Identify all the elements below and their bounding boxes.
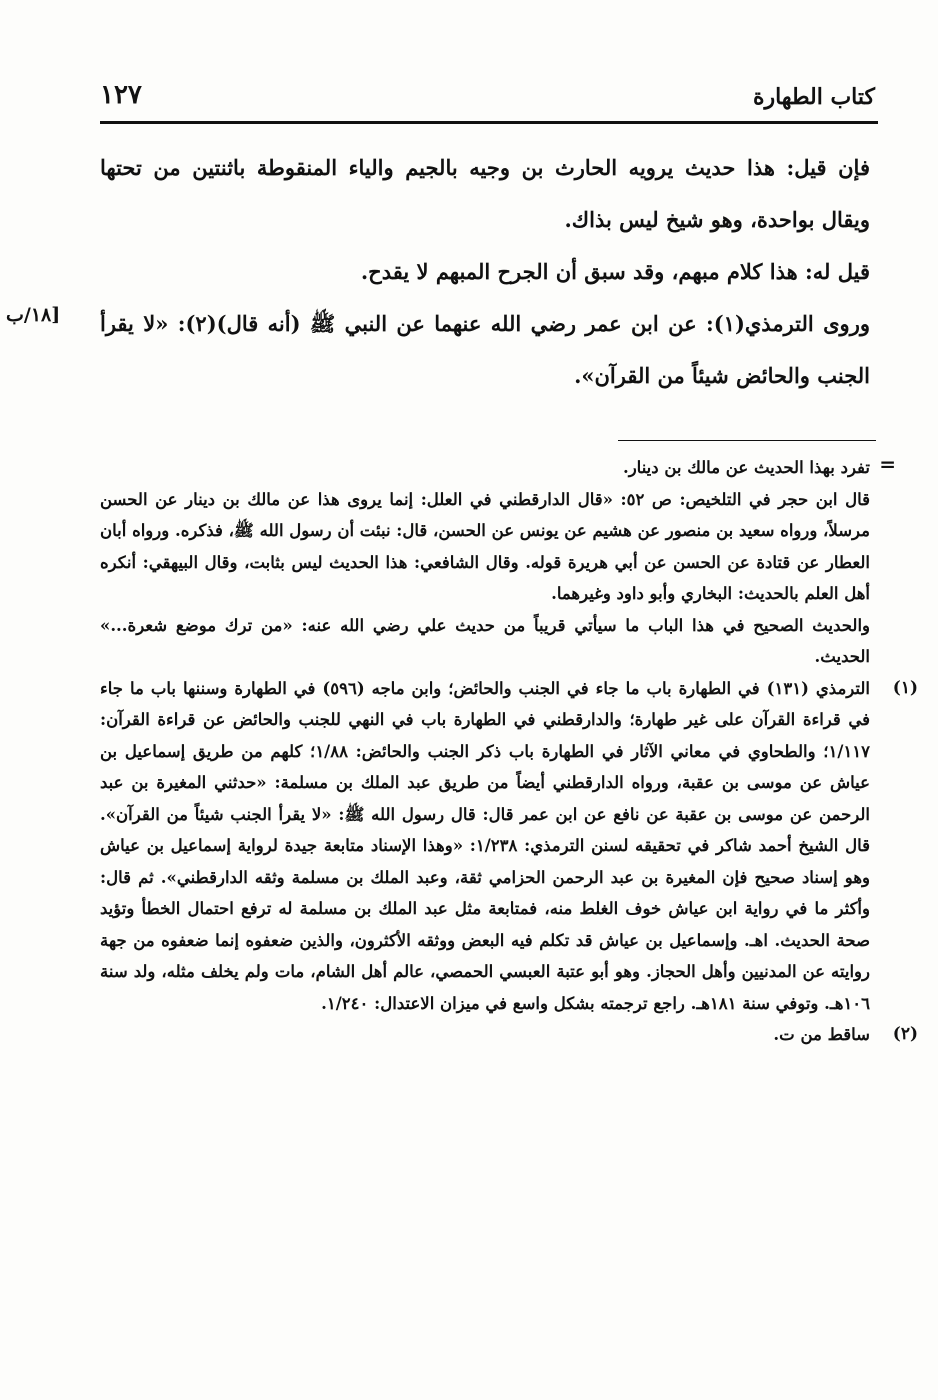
- footnote-1-text: الترمذي (١٣١) في الطهارة باب ما جاء في الجنب والحائض؛ وابن ماجه (٥٩٦) في الطهارة وسننها باب ما جاء في قراءة القرآن على غير طهارة؛ والدارقطني في الطهارة باب في النهي للجنب والحائض عن قراءة القرآن: ١/١١٧؛ والطحاوي في معاني الآثار في الطهارة باب ذكر الجنب والحائض: ١/٨٨؛ كلهم من طريق إسماعيل بن عياش عن موسى بن عقبة، ورواه الدارقطني أيضاً من طريق عبد الملك بن مسلمة: «حدثني المغيرة بن عبد الرحمن عن موسى بن عقبة عن نافع عن ابن عمر قال: قال رسول الله ﷺ: «لا يقرأ الجنب شيئاً من القرآن». قال الشيخ أحمد شاكر في تحقيقه لسنن الترمذي: ١/٢٣٨: «وهذا الإسناد متابعة جيدة لرواية إسماعيل بن عياش وهو إسناد صحيح فإن المغيرة بن عبد الرحمن الحزامي ثقة، وعبد الملك بن مسلمة وثقه الدارقطني». ثم قال: وأكثر ما في رواية ابن عياش خوف الغلط منه، فمتابعة مثل عبد الملك بن مسلمة له ترفع احتمال الخطأ وتؤيد صحة الحديث. اهـ. وإسماعيل بن عياش قد تكلم فيه البعض ووثقه الأكثرون، والذين ضعفوه إنما ضعفوه من جهة روايته عن المدنيين وأهل الحجاز. وهو أبو عتبة العبسي الحمصي، عالم أهل الشام، مات ولم يخلف مثله، ولد سنة ١٠٦هـ. وتوفي سنة ١٨١هـ. راجع ترجمته بشكل واسع في ميزان الاعتدال: ١/٢٤٠.: [100, 678, 871, 1013]
- running-title: كتاب الطهارة: [752, 84, 875, 110]
- footnote-1: [100, 673, 918, 1020]
- page-number: ١٢٧: [100, 80, 142, 110]
- footnotes: [100, 452, 918, 1051]
- main-paragraph-reply: قيل له: هذا كلام مبهم، وقد سبق أن الجرح المبهم لا يقدح.: [360, 259, 870, 284]
- footnote-1-number: (١): [892, 677, 918, 698]
- manuscript-folio-reference: [١٨/ب: [6, 304, 61, 326]
- footnote-continuation-marker: =: [879, 452, 896, 476]
- footnote-2-number: (٢): [892, 1024, 918, 1044]
- main-paragraph-hadith: وروى الترمذي(١): عن ابن عمر رضي الله عنهما عن النبي ﷺ (أنه قال)(٢): «لا يقرأ الجنب والحائض شيئاً من القرآن».: [100, 311, 870, 388]
- footnote-continuation-paragraph: قال ابن حجر في التلخيص: ص ٥٢: «قال الدارقطني في العلل: إنما يروى هذا عن مالك بن دينار عن الحسن مرسلاً، ورواه سعيد بن منصور عن هشيم عن يونس عن الحسن، قال: نبئت أن رسول الله ﷺ، فذكره. ورواه أبان العطار عن قتادة عن الحسن عن أبي هريرة قوله. وقال الشافعي: هذا الحديث ليس بثابت، وقال البيهقي: أنكره أهل العلم بالحديث: البخاري وأبو داود وغيرهما.: [100, 489, 870, 603]
- main-text: [100, 142, 870, 402]
- footnote-2-text: ساقط من ت.: [773, 1025, 870, 1044]
- footnote-2: [100, 1019, 918, 1051]
- footnote-continuation-line: تفرد بهذا الحديث عن مالك بن دينار.: [622, 458, 870, 477]
- page-header: [100, 78, 875, 122]
- header-rule: [100, 121, 878, 124]
- footnote-separator: [618, 440, 876, 441]
- footnote-continuation-paragraph: والحديث الصحيح في هذا الباب ما سيأتي قريباً من حديث علي رضي الله عنه: «من ترك موضع شعرة...» الحديث.: [100, 615, 870, 666]
- main-paragraph-objection: فإن قيل: هذا حديث يرويه الحارث بن وجيه بالجيم والياء المنقوطة باثنتين من تحتها ويقال بواحدة، وهو شيخ ليس بذاك.: [100, 155, 870, 232]
